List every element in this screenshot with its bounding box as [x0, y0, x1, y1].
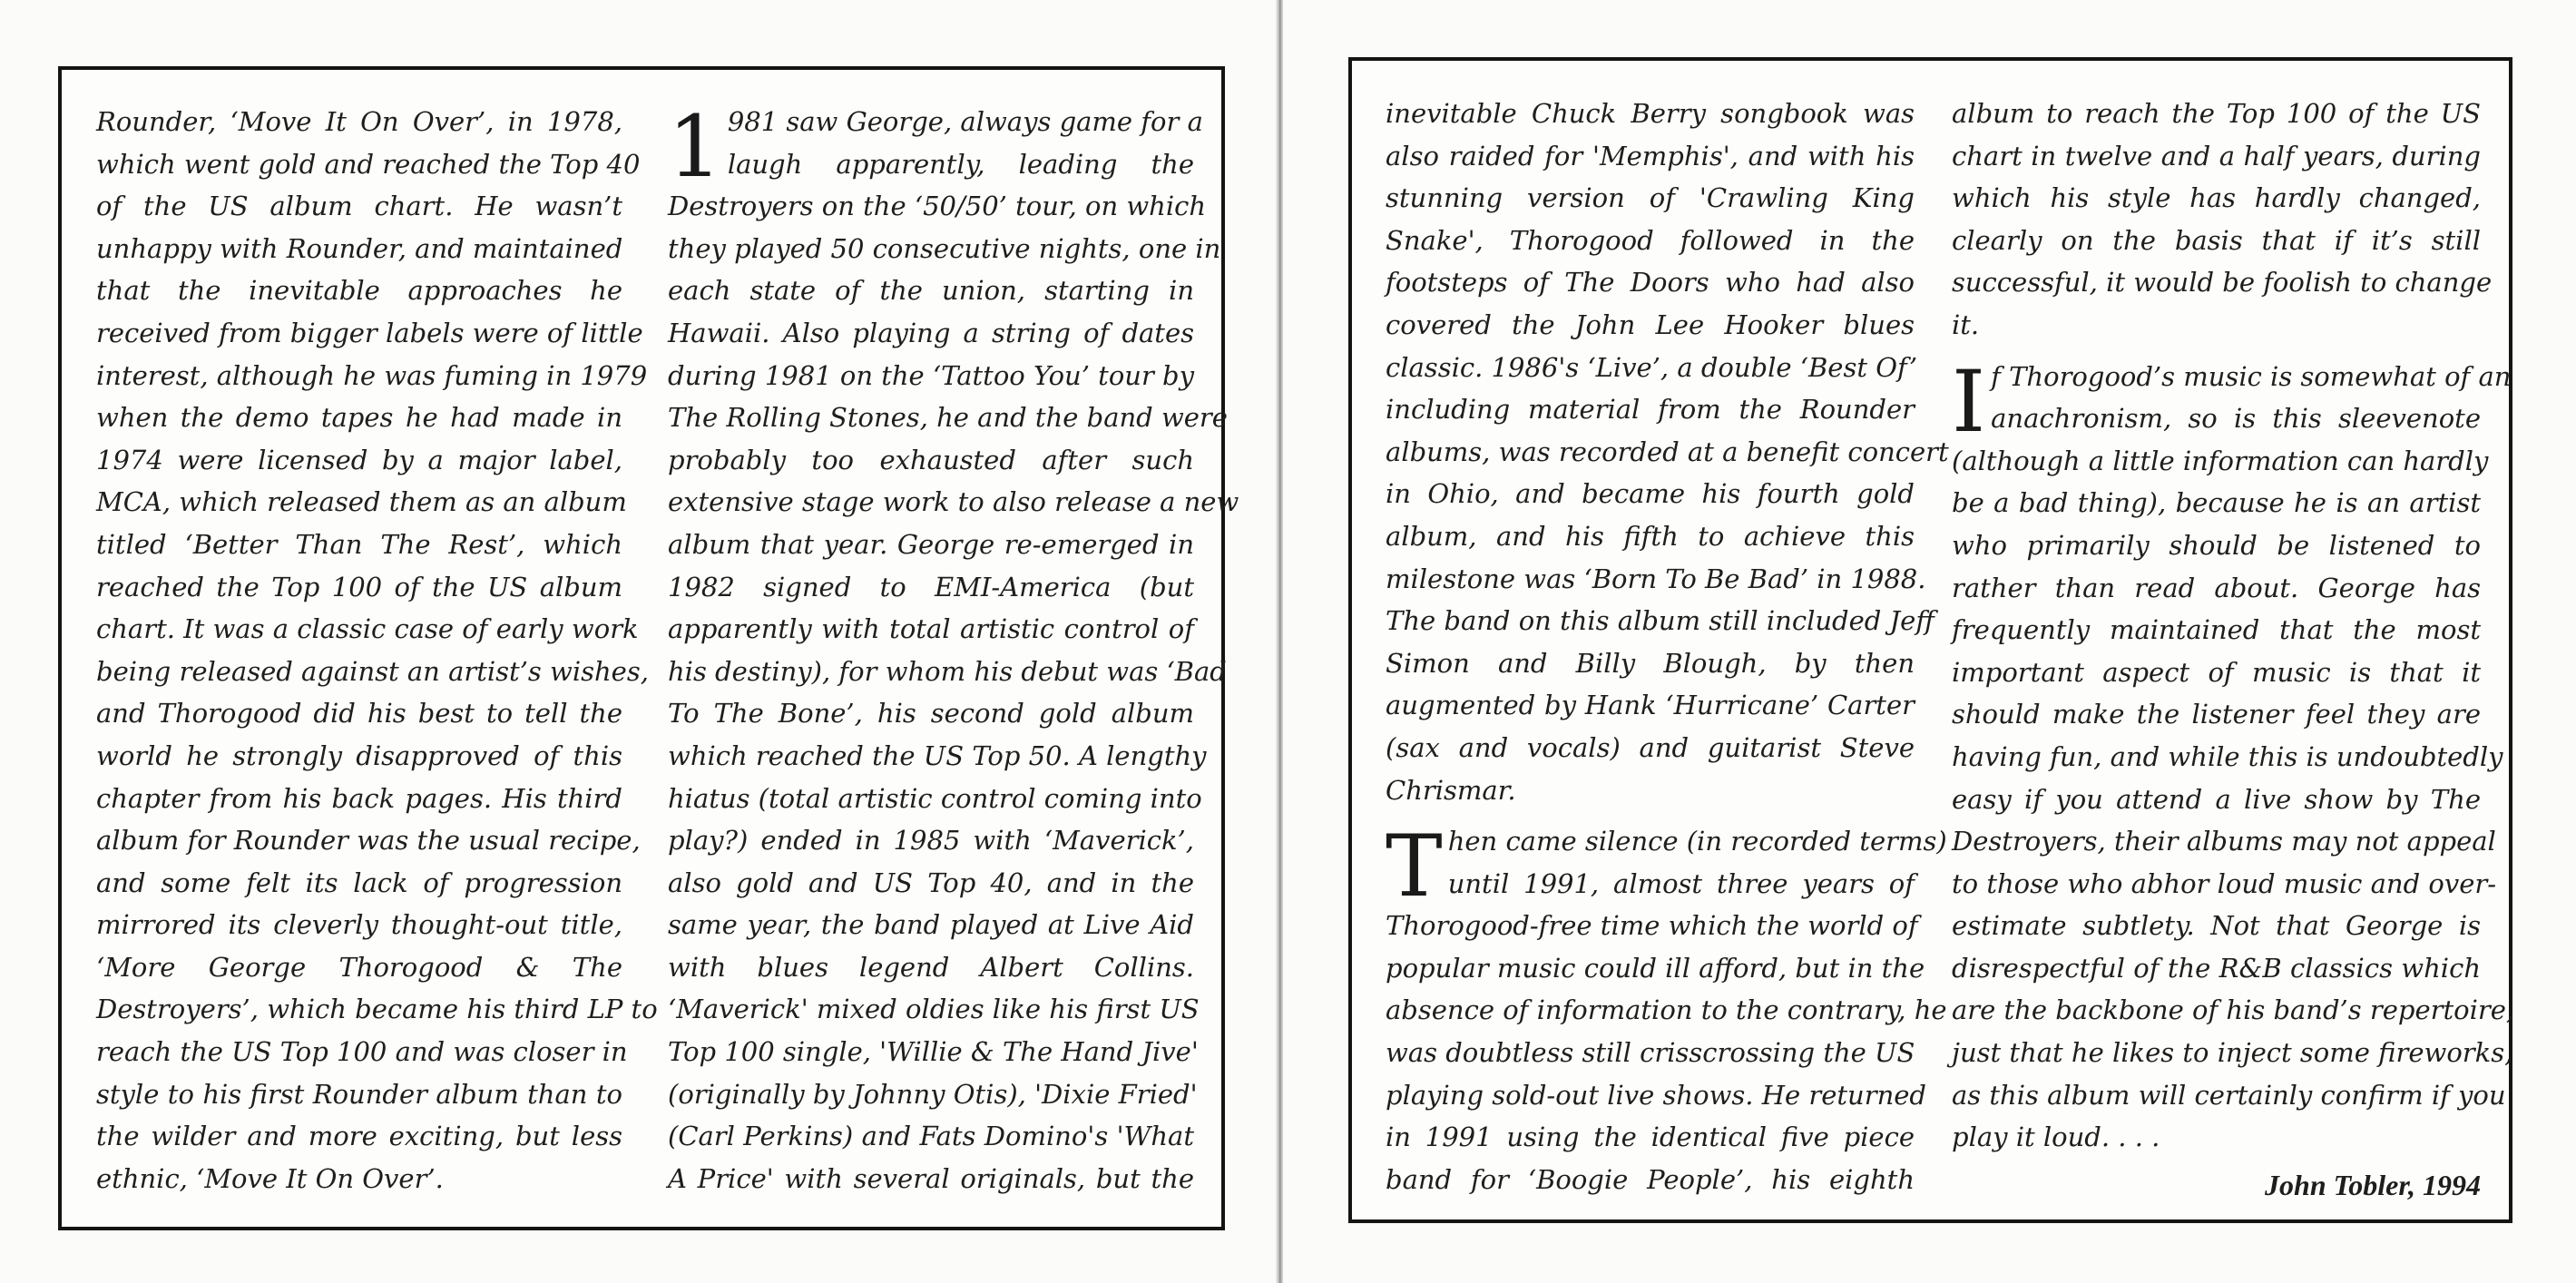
text-line: which went gold and reached the Top 40 [96, 148, 641, 180]
drop-cap-letter: T [1386, 818, 1443, 917]
text-line: Destroyers’, which became his third LP to [96, 994, 658, 1025]
text-line: augmented by Hank ‘Hurricane’ Carter [1386, 690, 1915, 721]
text-line: each state of the union, starting in [668, 275, 1194, 307]
text-line: frequently maintained that the most [1952, 614, 2481, 646]
book-spine [1276, 0, 1283, 1283]
text-line: album that year. George re-emerged in [668, 528, 1194, 560]
text-line: interest, although he was fuming in 1979 [96, 359, 648, 391]
text-line: absence of information to the contrary, he [1386, 994, 1947, 1026]
text-line: (originally by Johnny Otis), 'Dixie Fried' [668, 1078, 1198, 1110]
text-line: mirrored its cleverly thought-out title, [96, 909, 622, 941]
text-line: important aspect of music is that it [1952, 656, 2481, 688]
text-line: 981 saw George, always game for a [727, 106, 1203, 137]
text-line: MCA, which released them as an album [96, 486, 627, 518]
text-line: laugh apparently, leading the [727, 148, 1194, 180]
text-line: footsteps of The Doors who had also [1386, 267, 1915, 299]
text-line: as this album will certainly confirm if you [1952, 1079, 2506, 1111]
text-line: classic. 1986's ‘Live’, a double ‘Best Of’ [1386, 351, 1918, 383]
text-line: chart in twelve and a half years, during [1952, 140, 2481, 171]
text-line: world he strongly disapproved of this [96, 739, 622, 771]
text-line: To The Bone’, his second gold album [668, 698, 1194, 730]
text-line: that the inevitable approaches he [96, 275, 622, 307]
text-line: Rounder, ‘Move It On Over’, in 1978, [96, 106, 622, 137]
text-line: anachronism, so is this sleevenote [1991, 403, 2481, 435]
text-line: they played 50 consecutive nights, one in [668, 232, 1221, 264]
right-page-column-2 [1952, 93, 2515, 1206]
right-page-column-1 [1386, 93, 1949, 1200]
text-line: covered the John Lee Hooker blues [1386, 309, 1915, 340]
text-line: inevitable Chuck Berry songbook was [1386, 98, 1915, 129]
text-line: was doubtless still crisscrossing the US [1386, 1037, 1915, 1069]
text-line: style to his first Rounder album than to [96, 1078, 622, 1110]
drop-cap-letter: 1 [668, 98, 722, 197]
text-line: who primarily should be listened to [1952, 529, 2481, 561]
text-line: play?) ended in 1985 with ‘Maverick’, [668, 825, 1194, 857]
text-line: Hawaii. Also playing a string of dates [668, 317, 1194, 348]
dropcap-paragraph-start [668, 98, 1203, 197]
text-line: extensive stage work to also release a new [668, 486, 1239, 518]
text-line: having fun, and while this is undoubtedly [1952, 740, 2503, 772]
text-line: disrespectful of the R&B classics which [1952, 952, 2481, 984]
text-line: 1974 were licensed by a major label, [96, 444, 622, 475]
text-line: be a bad thing), because he is an artist [1952, 487, 2481, 519]
text-line: Simon and Billy Blough, by then [1386, 647, 1915, 679]
text-line: album for Rounder was the usual recipe, [96, 825, 641, 857]
text-line: received from bigger labels were of little [96, 317, 643, 348]
text-line: when the demo tapes he had made in [96, 402, 622, 434]
text-line: ‘Maverick' mixed oldies like his first US [668, 994, 1200, 1025]
text-line: until 1991, almost three years of [1447, 867, 1915, 899]
text-line: chart. It was a classic case of early work [96, 613, 639, 645]
text-line: Chrismar. [1386, 774, 1516, 806]
text-line: Destroyers on the ‘50/50’ tour, on which [668, 191, 1207, 222]
text-line: with blues legend Albert Collins. [668, 951, 1194, 983]
text-line: f Thorogood’s music is somewhat of an [1991, 360, 2512, 392]
text-line: probably too exhausted after such [668, 444, 1194, 475]
text-line: of the US album chart. He wasn’t [96, 191, 622, 222]
left-page-column-1 [96, 101, 658, 1200]
author-signature: John Tobler, 1994 [2265, 1168, 2481, 1201]
text-line: A Price' with several originals, but the [668, 1162, 1194, 1194]
text-line: and Thorogood did his best to tell the [96, 698, 622, 730]
text-line: playing sold-out live shows. He returned [1386, 1079, 1927, 1111]
text-line: same year, the band played at Live Aid [668, 909, 1194, 941]
text-line: the wilder and more exciting, but less [96, 1121, 622, 1152]
text-line: band for ‘Boogie People’, his eighth [1386, 1163, 1915, 1195]
dropcap-paragraph-start [1386, 818, 1947, 917]
text-line: should make the listener feel they are [1952, 699, 2481, 730]
text-line: it. [1952, 309, 1980, 340]
text-line: his destiny), for whom his debut was ‘Bad [668, 655, 1227, 687]
text-line: Top 100 single, 'Willie & The Hand Jive' [668, 1036, 1199, 1068]
text-line: Destroyers, their albums may not appeal [1952, 826, 2496, 857]
text-line: during 1981 on the ‘Tattoo You’ tour by [668, 359, 1194, 391]
text-line: easy if you attend a live show by The [1952, 783, 2481, 815]
text-line: estimate subtlety. Not that George is [1952, 910, 2481, 942]
text-line: titled ‘Better Than The Rest’, which [96, 528, 622, 560]
text-line: 1982 signed to EMI-America (but [668, 571, 1194, 602]
text-line: album to reach the Top 100 of the US [1952, 98, 2481, 129]
text-line: which reached the US Top 50. A lengthy [668, 739, 1207, 771]
text-line: just that he likes to inject some fireworks, [1952, 1037, 2513, 1069]
text-line: The band on this album still included Jeff [1386, 605, 1934, 637]
text-line: are the backbone of his band’s repertoire, [1952, 994, 2515, 1026]
text-line: Snake', Thorogood followed in the [1386, 224, 1915, 256]
text-line: and some felt its lack of progression [96, 867, 622, 898]
left-page-column-2 [668, 98, 1239, 1200]
dropcap-paragraph-start [1952, 352, 2512, 452]
right-page-panel [1348, 57, 2515, 1223]
left-page-panel [58, 66, 1239, 1230]
text-line: successful, it would be foolish to change [1952, 267, 2493, 299]
text-line: to those who abhor loud music and over- [1952, 867, 2497, 899]
text-line: unhappy with Rounder, and maintained [96, 232, 623, 264]
text-line: ethnic, ‘Move It On Over’. [96, 1162, 444, 1194]
text-line: being released against an artist’s wishes, [96, 655, 649, 687]
text-line: ‘More George Thorogood & The [96, 951, 622, 983]
drop-cap-letter: I [1952, 352, 1986, 452]
text-line: play it loud. . . . [1952, 1121, 2160, 1153]
text-line: (although a little information can hardly [1952, 445, 2489, 476]
text-line: apparently with total artistic control of [668, 613, 1194, 645]
text-line: in Ohio, and became his fourth gold [1386, 478, 1915, 510]
text-line: hiatus (total artistic control coming into [668, 782, 1202, 814]
text-line: rather than read about. George has [1952, 572, 2481, 603]
text-line: Thorogood-free time which the world of [1386, 910, 1918, 942]
text-line: which his style has hardly changed, [1952, 182, 2481, 214]
text-line: The Rolling Stones, he and the band were [668, 402, 1228, 434]
text-line: (sax and vocals) and guitarist Steve [1386, 731, 1915, 763]
text-line: (Carl Perkins) and Fats Domino's 'What [668, 1121, 1194, 1152]
text-line: reached the Top 100 of the US album [96, 571, 622, 602]
text-line: popular music could ill afford, but in the [1386, 952, 1925, 984]
text-line: clearly on the basis that if it’s still [1952, 224, 2481, 256]
text-line: also raided for 'Memphis', and with his [1386, 140, 1915, 171]
text-line: stunning version of 'Crawling King [1386, 182, 1915, 214]
text-line: album, and his fifth to achieve this [1386, 520, 1915, 552]
text-line: in 1991 using the identical five piece [1386, 1121, 1915, 1153]
text-line: including material from the Rounder [1386, 394, 1915, 426]
text-line: milestone was ‘Born To Be Bad’ in 1988. [1386, 563, 1926, 594]
text-line: hen came silence (in recorded terms) [1447, 826, 1947, 857]
text-line: reach the US Top 100 and was closer in [96, 1036, 628, 1068]
text-line: also gold and US Top 40, and in the [668, 867, 1194, 898]
text-line: albums, was recorded at a benefit concert [1386, 436, 1949, 467]
text-line: chapter from his back pages. His third [96, 782, 622, 814]
